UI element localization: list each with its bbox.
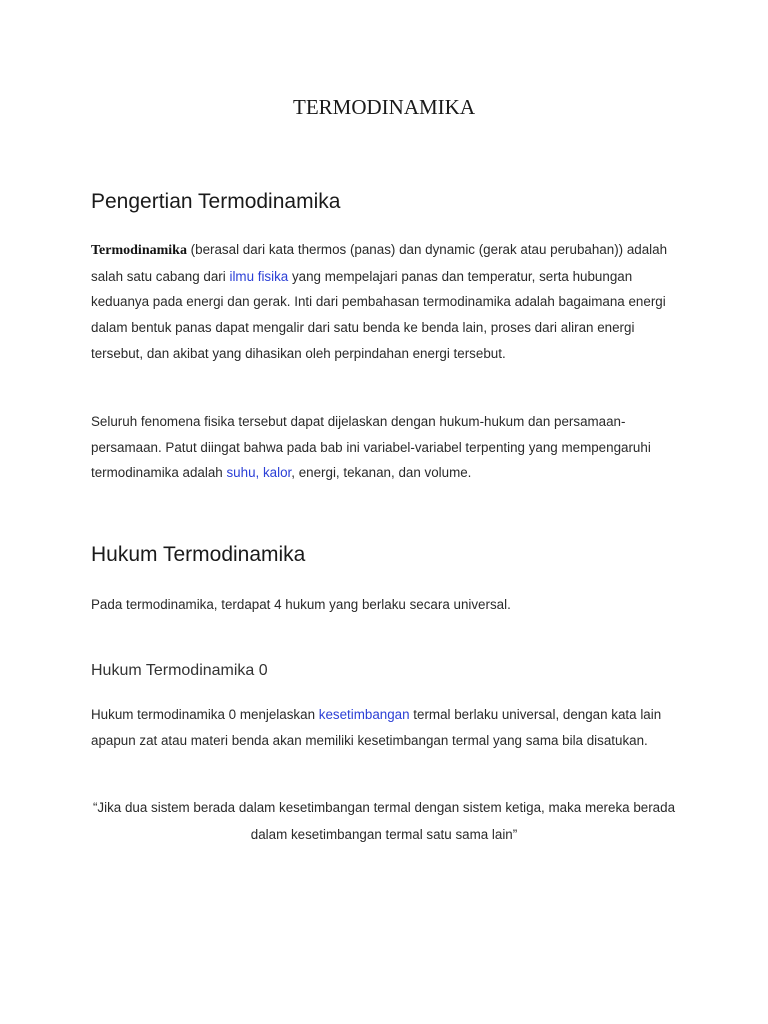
paragraph-text: (berasal dari kata thermos (panas) dan dynamic (gerak atau perubahan)) adalah salah satu cabang dari xyxy=(91,242,668,284)
paragraph-text: termal berlaku universal, dengan kata lain apapun zat atau materi benda akan memiliki kesetimbangan termal yang sama bila disatukan. xyxy=(91,707,662,748)
paragraph-variables xyxy=(91,409,681,486)
section-heading-hukum: Hukum Termodinamika xyxy=(91,543,306,566)
paragraph-hukum-0 xyxy=(91,702,681,753)
paragraph-text: Pada termodinamika, terdapat 4 hukum yang berlaku secara universal. xyxy=(91,597,511,612)
paragraph-text: Seluruh fenomena fisika tersebut dapat dijelaskan dengan hukum-hukum dan persamaan-persamaan. Patut diingat bahwa pada bab ini variabel-variabel terpenting yang mempengaruhi termodinamika adalah xyxy=(91,414,651,481)
link-kesetimbangan[interactable]: kesetimbangan xyxy=(318,707,410,722)
quote-hukum-0: “Jika dua sistem berada dalam kesetimbangan termal dengan sistem ketiga, maka mereka berada dalam kesetimbangan termal satu sama lain” xyxy=(92,800,676,842)
paragraph-text: yang mempelajari panas dan temperatur, serta hubungan keduanya pada energi dan gerak. Inti dari pembahasan termodinamika adalah bagaimana energi dalam bentuk panas dapat mengalir dari satu benda ke benda lain, proses dari aliran energi tersebut, dan akibat yang dihasikan oleh perpindahan energi tersebut. xyxy=(91,268,666,361)
subsection-heading-hukum-0: Hukum Termodinamika 0 xyxy=(91,662,268,679)
document-title: TERMODINAMIKA xyxy=(293,95,475,119)
link-ilmu-fisika[interactable]: ilmu fisika xyxy=(229,268,289,284)
paragraph-text: Hukum termodinamika 0 menjelaskan xyxy=(91,707,319,722)
paragraph-text: , energi, tekanan, dan volume. xyxy=(291,465,472,481)
term-termodinamika: Termodinamika xyxy=(91,243,187,258)
paragraph-definition xyxy=(91,237,681,367)
link-suhu-kalor[interactable]: suhu, kalor xyxy=(226,465,292,481)
section-heading-pengertian: Pengertian Termodinamika xyxy=(91,190,341,213)
paragraph-hukum-intro xyxy=(91,592,681,618)
